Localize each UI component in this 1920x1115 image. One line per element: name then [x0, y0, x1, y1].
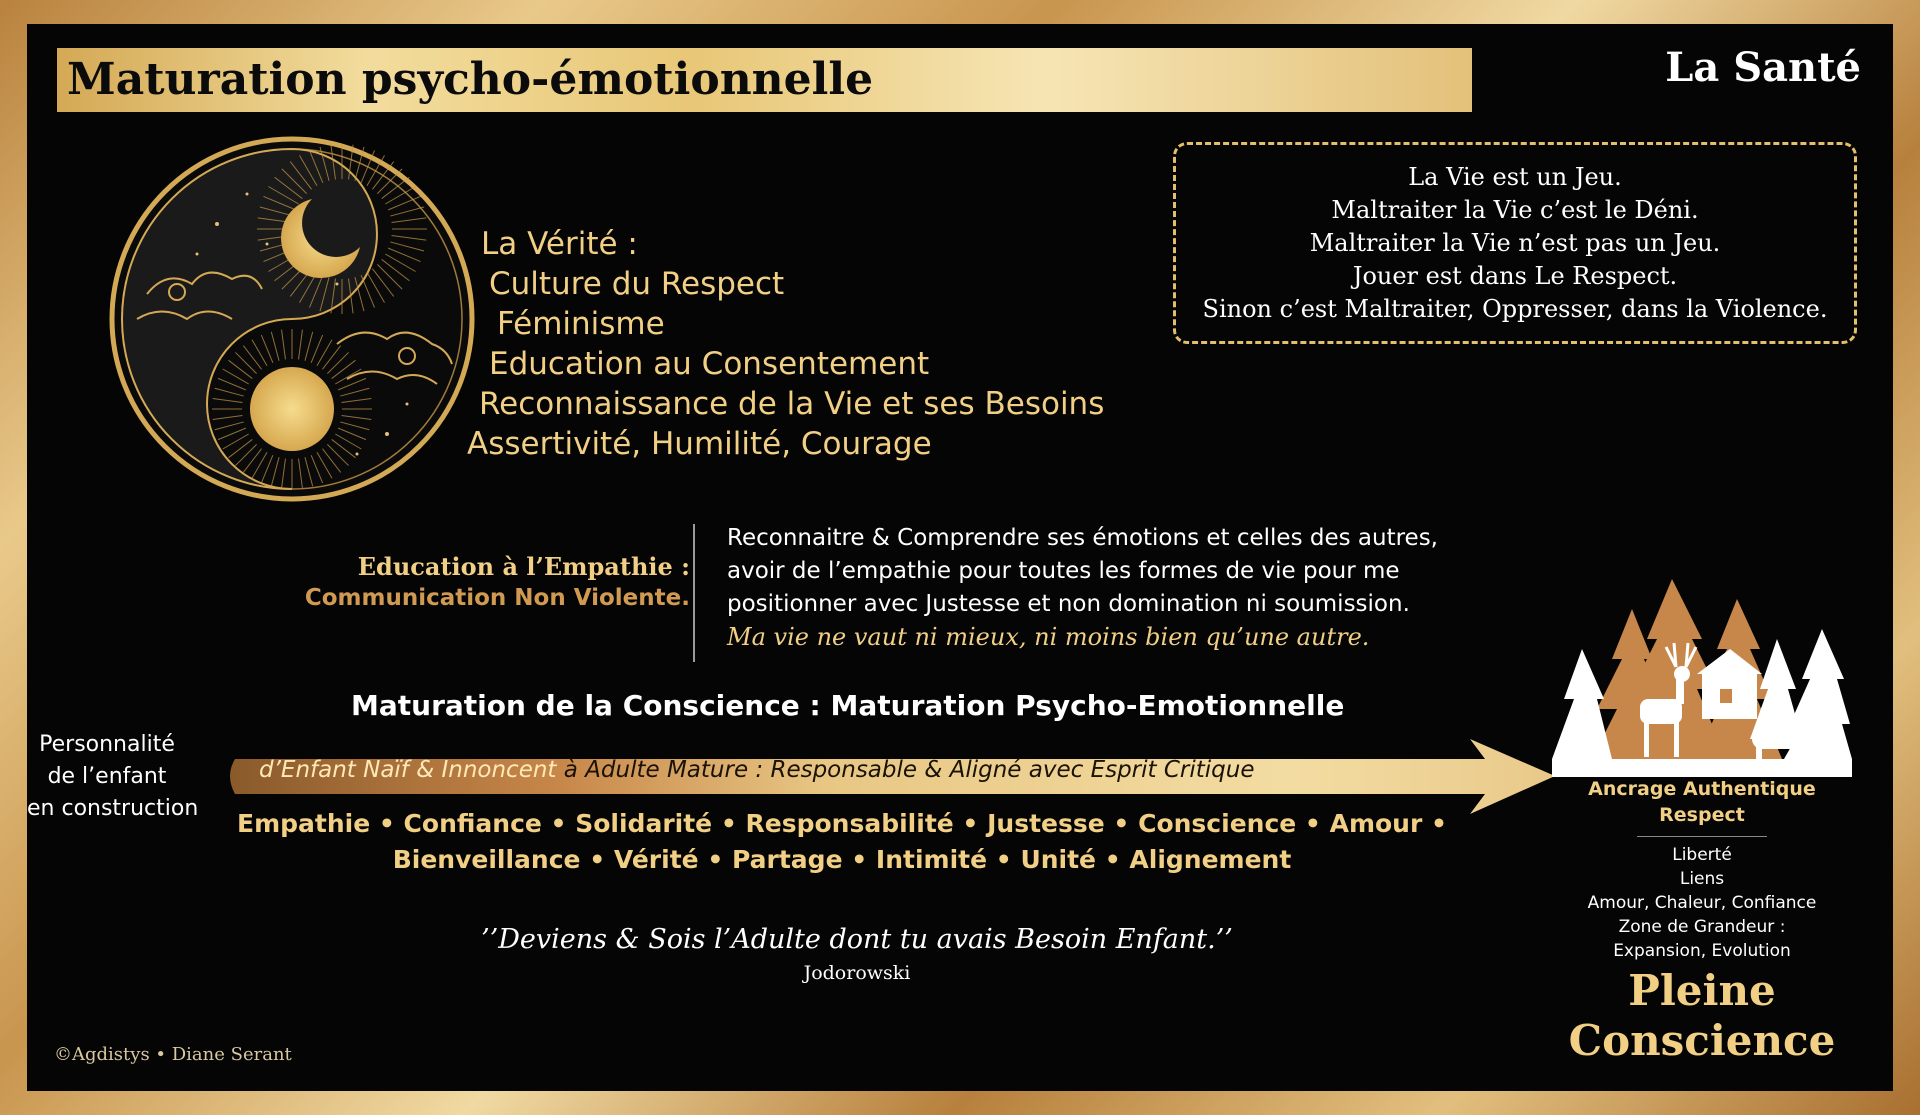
quote-line: Maltraiter la Vie c’est le Déni.: [1331, 196, 1699, 224]
qualities-line: Bienveillance • Vérité • Partage • Intimité • Unité • Alignement: [392, 845, 1292, 874]
child-personality-label: [27, 729, 199, 825]
qualities-line: Empathie • Confiance • Solidarité • Responsabilité • Justesse • Conscience • Amour •: [237, 809, 1447, 838]
perso-line: en construction: [27, 796, 199, 821]
title-banner: [57, 48, 1472, 112]
perso-line: Personnalité: [39, 732, 175, 757]
right-panel: [1557, 776, 1847, 1063]
quote-text: ’’Deviens & Sois l’Adulte dont tu avais Besoin Enfant.’’: [481, 924, 1233, 955]
quote-box: [1173, 142, 1857, 344]
quote-author: Jodorowski: [803, 962, 911, 984]
perso-line: de l’enfant: [47, 764, 167, 789]
empathy-text: [727, 522, 1547, 654]
right-item: Expansion, Evolution: [1613, 941, 1791, 961]
quote-line: Sinon c’est Maltraiter, Oppresser, dans la Violence.: [1202, 295, 1828, 323]
pleine-conscience-line: Pleine: [1628, 966, 1776, 1015]
verite-line: Education au Consentement: [489, 346, 930, 382]
empathy-label: Education à l’Empathie :: [357, 552, 690, 581]
empathy-line: avoir de l’empathie pour toutes les formes de vie pour me: [727, 558, 1400, 584]
arrow-end-text: à Adulte Mature : Responsable & Aligné avec Esprit Critique: [556, 757, 1255, 783]
verite-line: Féminisme: [497, 306, 665, 342]
copyright: ©Agdistys • Diane Serant: [54, 1044, 292, 1065]
maturation-title: Maturation de la Conscience : Maturation Psycho-Emotionnelle: [351, 689, 1345, 722]
right-item: Zone de Grandeur :: [1618, 917, 1786, 937]
forest-deer-cabin-icon: [1552, 579, 1852, 779]
arrow-start-text: d’Enfant Naïf & Innoncent: [259, 757, 557, 783]
verite-line: Assertivité, Humilité, Courage: [467, 426, 932, 462]
qualities-list: [197, 806, 1487, 878]
right-heading-line: Ancrage Authentique: [1588, 778, 1816, 800]
verite-line: Reconnaissance de la Vie et ses Besoins: [479, 386, 1105, 422]
verite-list: [467, 224, 1104, 464]
right-separator: [1637, 836, 1767, 837]
verite-line: La Vérité :: [481, 226, 638, 262]
right-item: Liens: [1679, 869, 1725, 889]
empathy-line: positionner avec Justesse et non domination ni soumission.: [727, 591, 1410, 617]
divider: [693, 524, 695, 662]
empathy-line: Reconnaitre & Comprendre ses émotions et celles des autres,: [727, 525, 1438, 551]
page-title: Maturation psycho-émotionnelle: [67, 54, 874, 105]
maturation-arrow-text: [259, 757, 1255, 783]
corner-label: La Santé: [1665, 44, 1861, 91]
empathy-sublabel: Communication Non Violente.: [304, 585, 690, 611]
pleine-conscience-line: Conscience: [1568, 1016, 1836, 1065]
poster-board: [27, 24, 1893, 1091]
sun-moon-yin-yang-icon: [107, 134, 477, 504]
quote-line: Maltraiter la Vie n’est pas un Jeu.: [1309, 229, 1721, 257]
empathy-heading: [177, 552, 690, 611]
quote-line: La Vie est un Jeu.: [1408, 163, 1622, 191]
verite-line: Culture du Respect: [489, 266, 785, 302]
right-item: Liberté: [1672, 845, 1732, 865]
right-heading-line: Respect: [1659, 804, 1745, 826]
right-item: Amour, Chaleur, Confiance: [1587, 893, 1817, 913]
quote-line: Jouer est dans Le Respect.: [1352, 262, 1678, 290]
empathy-italic-line: Ma vie ne vaut ni mieux, ni moins bien qu’une autre.: [727, 623, 1370, 651]
